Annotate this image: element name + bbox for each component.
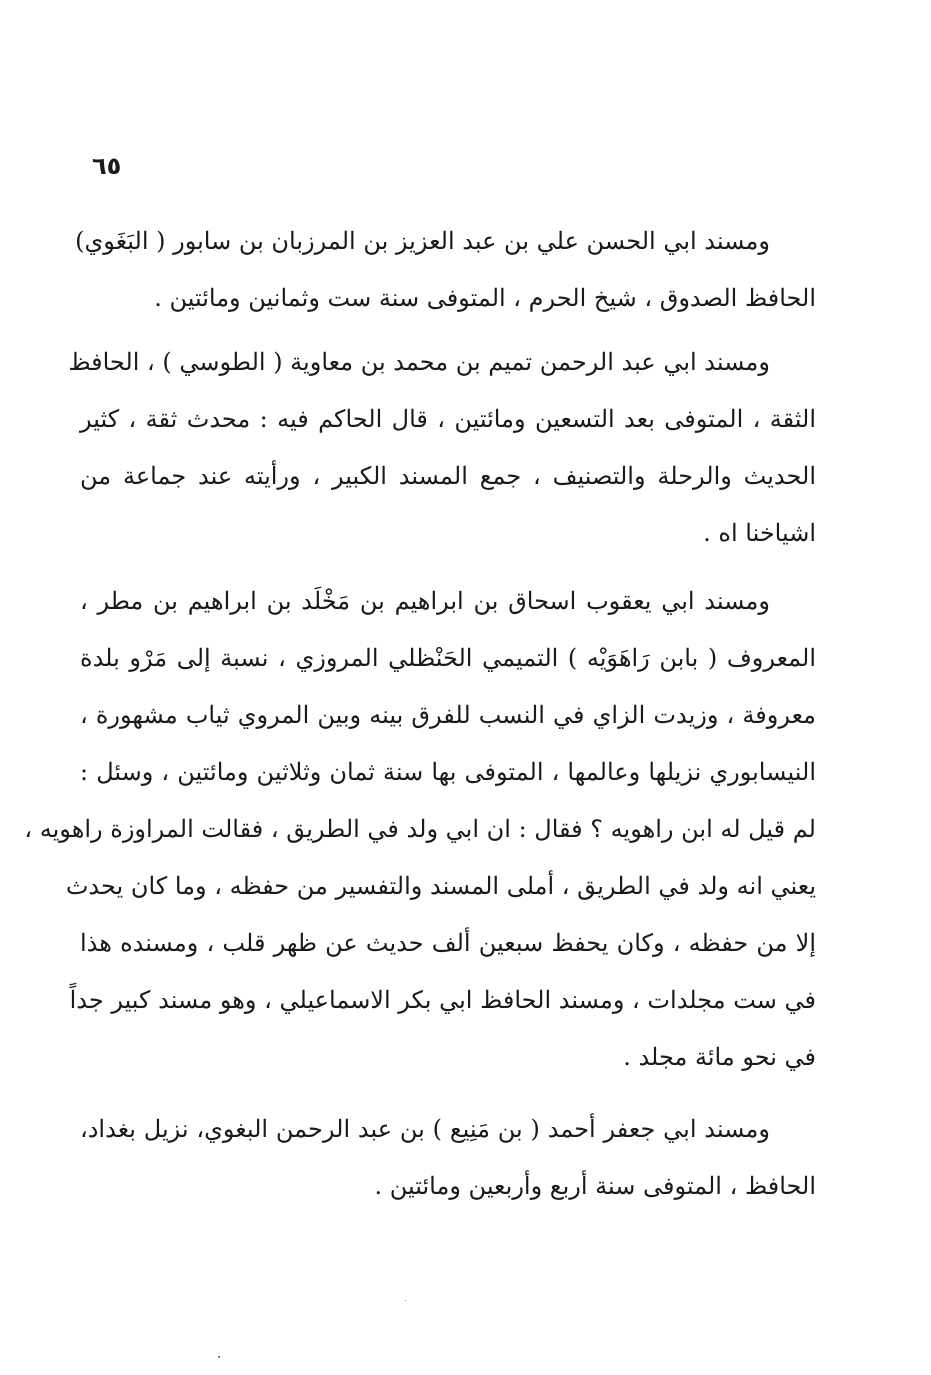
paragraph-line: ومسند ابي يعقوب اسحاق بن ابراهيم بن مَخْلَد بن ابراهيم بن مطر ،: [80, 587, 770, 615]
paragraph-line: الثقة ، المتوفى بعد التسعين ومائتين ، قال الحاكم فيه : محدث ثقة ، كثير: [80, 405, 816, 433]
paragraph-line: النيسابوري نزيلها وعالمها ، المتوفى بها سنة ثمان وثلاثين ومائتين ، وسئل :: [80, 758, 816, 786]
paragraph-line: ومسند ابي جعفر أحمد ( بن مَنِيع ) بن عبد الرحمن البغوي، نزيل بغداد،: [80, 1115, 770, 1143]
paragraph-3: [24, 573, 816, 1086]
paragraph-1: [75, 213, 816, 327]
paragraph-line: في ست مجلدات ، ومسند الحافظ ابي بكر الاسماعيلي ، وهو مسند كبير جداً: [69, 986, 816, 1014]
paragraph-line: إلا من حفظه ، وكان يحفظ سبعين ألف حديث عن ظهر قلب ، ومسنده هذا: [80, 929, 816, 957]
paragraph-2: [68, 334, 816, 562]
paragraph-line: الحافظ الصدوق ، شيخ الحرم ، المتوفى سنة ست وثمانين ومائتين .: [154, 284, 816, 312]
paragraph-line: ومسند ابي الحسن علي بن عبد العزيز بن المرزبان بن سابور ( البَغَوي): [75, 227, 770, 255]
paragraph-line: المعروف ( بابن رَاهَوَيْه ) التميمي الحَنْظلي المروزي ، نسبة إلى مَرْو بلدة: [80, 644, 816, 672]
scan-speck: [218, 1356, 220, 1358]
paragraph-line: يعني انه ولد في الطريق ، أملى المسند والتفسير من حفظه ، وما كان يحدث: [65, 872, 816, 900]
scan-speck: [405, 1300, 406, 1301]
page-number: ٦٥: [92, 152, 122, 180]
paragraph-line: معروفة ، وزيدت الزاي في النسب للفرق بينه وبين المروي ثياب مشهورة ،: [80, 701, 816, 729]
paragraph-line: في نحو مائة مجلد .: [623, 1043, 816, 1071]
paragraph-line: لم قيل له ابن راهويه ؟ فقال : ان ابي ولد في الطريق ، فقالت المراوزة راهويه ،: [24, 815, 816, 843]
paragraph-line: الحافظ ، المتوفى سنة أربع وأربعين ومائتين .: [374, 1172, 816, 1200]
paragraph-line: الحديث والرحلة والتصنيف ، جمع المسند الكبير ، ورأيته عند جماعة من: [80, 462, 816, 490]
paragraph-4: [80, 1101, 816, 1215]
paragraph-line: ومسند ابي عبد الرحمن تميم بن محمد بن معاوية ( الطوسي ) ، الحافظ: [68, 348, 770, 376]
paragraph-line: اشياخنا اه .: [703, 519, 816, 547]
